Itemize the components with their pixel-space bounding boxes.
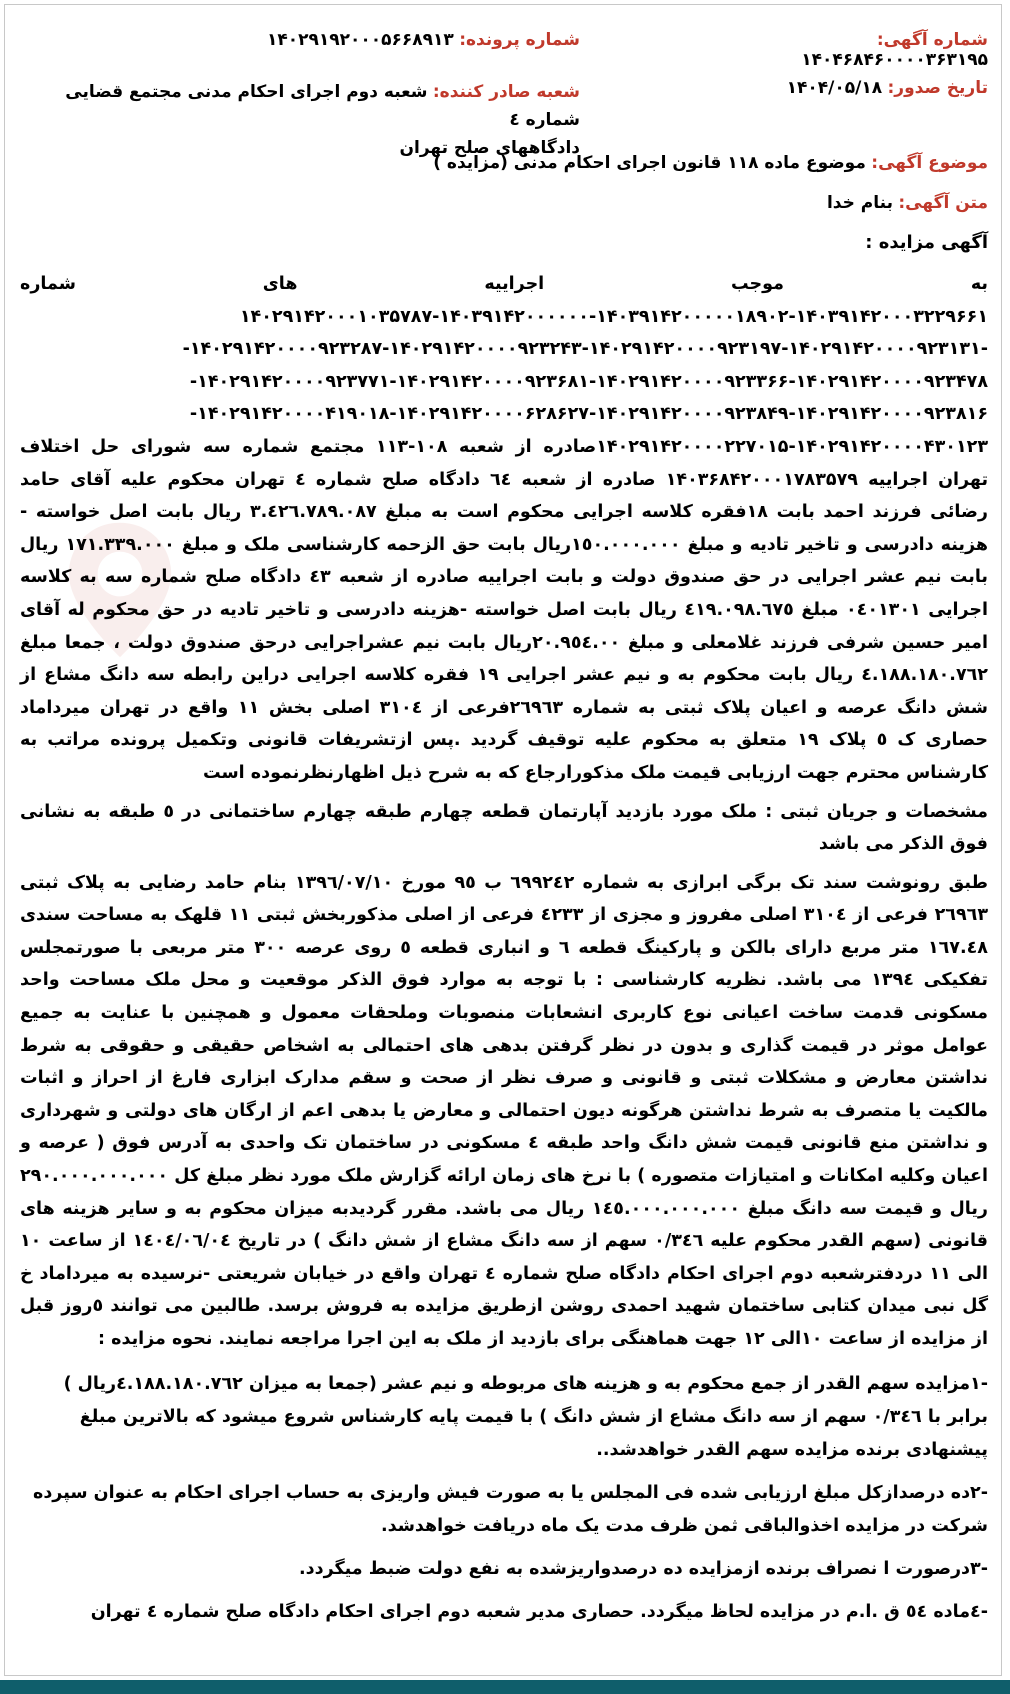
ad-number-label: شماره آگهی: [876,30,988,50]
case-number [20,30,580,50]
bottom-bar [0,1680,1010,1694]
issuing-branch [20,78,580,162]
header-row-1 [20,30,988,78]
auction-method-item-1: -١مزایده سهم القدر از جمع محکوم به و هزینه های مربوطه و نیم عشر (جمعا به میزان ٤.١٨٨.١٨٠.٧٦٢ریال ) برابر با ٠/٣٤٦ سهم از سه دانگ مشاع از شش دانگ ) با قیمت پایه کارشناس شروع میشود که بالاترین مبلغ پیشنهادی برنده مزایده سهم القدر خواهدشد.. [63,1373,988,1460]
subject-label: موضوع آگهی: [871,153,988,173]
header-row-2 [20,78,988,158]
case-number-label: شماره پرونده: [459,30,580,50]
paragraph-registration-details: مشخصات و جریان ثبتی : ملک مورد بازدید آپارتمان قطعه چهارم طبقه چهارم ساختمانی در ٥ طبقه به نشانی فوق الذکر می باشد [20,801,988,855]
issue-date-value: ۱۴۰۴/۰۵/۱۸ [786,78,883,98]
subject-value: موضوع ماده ۱۱۸ قانون اجرای احکام مدنی (مزایده ) [433,153,866,173]
text-row [20,188,988,218]
branch-line-1: شعبه دوم اجرای احکام مدنی مجتمع قضایی شماره ٤ [65,82,580,130]
case-number-value: ۱۴۰۲۹۱۹۲۰۰۰۵۶۶۸۹۱۳ [267,30,454,50]
ad-number [688,30,988,70]
text-label: متن آگهی: [898,193,988,213]
text-value: بنام خدا [826,193,893,213]
announcement-content [20,30,988,1639]
issue-date [688,78,988,98]
auction-method-item-3: -٣درصورت ا نصراف برنده ازمزایده ده درصدواریزشده به نفع دولت ضبط میگردد. [298,1558,988,1579]
branch-label: شعبه صادر کننده: [432,82,580,102]
auction-method-item-4: -٤ماده ٥٤ ق .ا.م در مزایده لحاظ میگردد. حصاری مدیر شعبه دوم اجرای احکام دادگاه صلح شماره ٤ تهران [90,1601,988,1622]
issue-date-label: تاریخ صدور: [887,78,988,98]
branch-line-2: دادگاههای صلح تهران [399,138,580,158]
auction-heading: آگهی مزایده : [865,232,988,253]
paragraph-expert-opinion: طبق رونوشت سند تک برگی ابرازی به شماره ٦٩٩٢٤٢ ب ٩٥ مورخ ١٣٩٦/٠٧/١٠ بنام حامد رضایی به پلاک ثبتی ٢٦٩٦٣ فرعی از ٣١٠٤ اصلی مفروز و مجزی از ٤٢٣٣ فرعی از اصلی مذکوربخش ثبتی ١١ قلهک به مساحت سندی ١٦٧.٤٨ متر مربع دارای بالکن و پارکینگ قطعه ٦ و انباری قطعه ٥ روی عرصه ٣٠٠ متر مربعی با صورتمجلس تفکیکی ١٣٩٤ می باشد. نظریه کارشناسی : با توجه به موارد فوق الذکر موقعیت و محل ملک مساحت واحد مسکونی قدمت ساخت اعیانی نوع کاربری انشعابات منصوبات وملحقات معمول و همچنین با عنایت به جمیع عوامل موثر در قیمت گذاری و بدون در نظر گرفتن بدهی های احتمالی به اشخاص حقیقی و حقوقی به شرط نداشتن معارض و مشکلات ثبتی و قانونی و صرف نظر از صحت و سقم مدارک ابزاری فارغ از احراز و اثبات مالکیت یا متصرف به شرط نداشتن هرگونه دیون احتمالی و معارض یا بدهی اعم از ارگان های دولتی و شهرداری و نداشتن منع قانونی قیمت شش دانگ واحد طبقه ٤ مسکونی در ساختمان تک واحدی به آدرس فوق ( عرصه و اعیان وکلیه امکانات و امتیازات متصوره ) با نرخ های زمان ارائه گزارش ملک مورد نظر مبلغ کل ٢٩٠.٠٠٠.٠٠٠.٠٠٠ ریال و قیمت سه دانگ مبلغ ١٤٥.٠٠٠.٠٠٠.٠٠٠ ریال می باشد. مقرر گردیدبه میزان محکوم به و سایر هزینه های قانونی (سهم القدر محکوم علیه ٠/٣٤٦ سهم از سه دانگ مشاع از شش دانگ ) در تاریخ ١٤٠٤/٠٦/٠٤ از ساعت ١٠ الی ١١ دردفترشعبه دوم اجرای احکام دادگاه صلح شماره ٤ تهران واقع در خیابان شریعتی -نرسیده به میرداماد خ گل نبی میدان کتابی ساختمان شهید احمدی روشن ازطریق مزایده به فروش برسد. طالبین می توانند ٥روز قبل از مزایده از ساعت ١٠الی ١٢ جهت هماهنگی برای بازدید از ملک به این اجرا مراجعه نمایند. نحوه مزایده : [20,872,989,1349]
paragraph-execution-orders: به موجب اجراییه های شماره ۱۴۰۳۹۱۴۲۰۰۰۳۲۲۹۶۶۱-۱۴۰۳۹۱۴۲۰۰۰۰۰۱۸۹۰۲-۱۴۰۳۹۱۴۲۰۰۰۰۰۰-۱۴۰۲۹۱۴۲۰۰۰۱۰۳۵۷۸۷ -۱۴۰۲۹۱۴۲۰۰۰۰۹۲۳۱۳۱-۱۴۰۲۹۱۴۲۰۰۰۰۹۲۳۱۹۷-۱۴۰۲۹۱۴۲۰۰۰۰۹۲۳۲۴۳-۱۴۰۲۹۱۴۲۰۰۰۰۹۲۳۲۸۷- ۱۴۰۲۹۱۴۲۰۰۰۰۹۲۳۴۷۸-۱۴۰۲۹۱۴۲۰۰۰۰۹۲۳۳۶۶-۱۴۰۲۹۱۴۲۰۰۰۰۹۲۳۶۸۱-۱۴۰۲۹۱۴۲۰۰۰۰۹۲۳۷۷۱- ۱۴۰۲۹۱۴۲۰۰۰۰۹۲۳۸۱۶-۱۴۰۲۹۱۴۲۰۰۰۰۹۲۳۸۴۹-۱۴۰۲۹۱۴۲۰۰۰۰۶۲۸۶۲۷-۱۴۰۲۹۱۴۲۰۰۰۰۴۱۹۰۱۸- ۱۴۰۲۹۱۴۲۰۰۰۰۴۳۰۱۲۳-۱۴۰۲۹۱۴۲۰۰۰۰۲۲۷۰۱۵صادره از شعبه ۱۰۸-۱۱۳ مجتمع شماره سه شورای حل اختلاف تهران اجراییه ۱۴۰۳۶۸۴۲۰۰۰۱۷۸۳۵۷۹ صادره از شعبه ٦٤ دادگاه صلح شماره ٤ تهران محکوم علیه آقای حامد رضائی فرزند احمد بابت ۱۸فقره کلاسه اجرایی محکوم است به مبلغ ٣.٤٢٦.٧٨٩.٠٨٧ ریال بابت اصل خواسته - هزینه دادرسی و تاخیر تادیه و مبلغ ١٥٠.٠٠٠.٠٠٠ریال بابت حق الزحمه کارشناسی ملک و مبلغ ١٧١.٣٣٩.٠٠٠ ریال بابت نیم عشر اجرایی در حق صندوق دولت و بابت اجراییه صادره از شعبه ٤٣ دادگاه صلح شماره سه به کلاسه اجرایی ٠٤٠١٣٠١ مبلغ ٤١٩.٠٩٨.٦٧٥ ریال بابت اصل خواسته -هزینه دادرسی و تاخیر تادیه در حق محکوم له آقای امیر حسین شرفی فرزند غلامعلی و مبلغ ٢٠.٩٥٤.٠٠ریال بابت نیم عشراجرایی درحق صندوق دولت ، جمعا مبلغ ٤.١٨٨.١٨٠.٧٦٢ ریال بابت محکوم به و نیم عشر اجرایی ١٩ فقره کلاسه اجرایی دراین رابطه سه دانگ مشاع از شش دانگ عرصه و اعیان پلاک ثبتی به شماره ٢٦٩٦٣فرعی از ٣١٠٤ اصلی بخش ١١ واقع در تهران میرداماد حصاری ک ٥ پلاک ١٩ متعلق به محکوم علیه توقیف گردید .پس ازتشریفات قانونی وتکمیل پرونده مراتب به کارشناس محترم جهت ارزیابی قیمت ملک مذکورارجاع که به شرح ذیل اظهارنظرنموده است [20,274,989,783]
ad-number-value: ۱۴۰۴۶۸۴۶۰۰۰۰۳۶۳۱۹۵ [801,50,988,70]
auction-method-item-2: -٢ده درصدازکل مبلغ ارزیابی شده فی المجلس یا به صورت فیش واریزی به حساب اجرای احکام به عنوان سپرده شرکت در مزایده اخذوالباقی ثمن ظرف مدت یک ماه دریافت خواهدشد. [33,1482,988,1536]
